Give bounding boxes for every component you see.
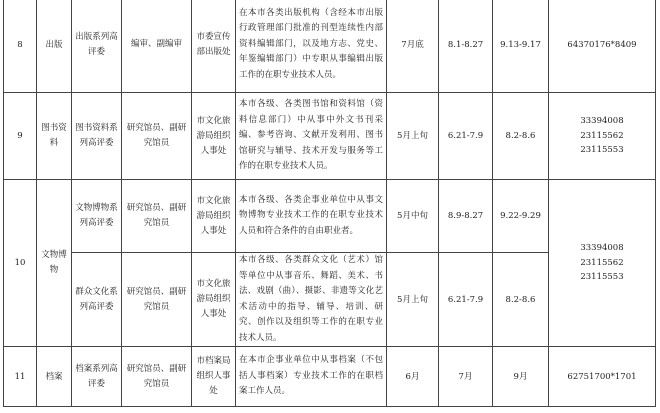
period2-cell: 9.22-9.29 (493, 180, 549, 253)
committee-cell: 出版系列高评委 (72, 0, 122, 93)
committee-cell: 群众文化系列高评委 (72, 253, 122, 347)
period2-cell: 8.2-8.6 (493, 253, 549, 347)
contact-phone: 23115553 (580, 145, 624, 156)
field-cell: 出版 (37, 0, 72, 93)
scope-cell: 在本市各类出版机构（含经本市出版行政管理部门批准的刊型连续性内部资料编辑部门，以及地方志、党史、年鉴编辑部门）中专职从事编辑出版工作的在职专业技术人员。 (236, 0, 387, 93)
scope-cell: 在本市企事业单位中从事档案（不包括人事档案）专业技术工作的在职档案工作人员。 (236, 347, 387, 407)
row-number: 10 (4, 180, 37, 347)
row-number: 9 (4, 93, 37, 180)
period1-cell: 8.1-8.27 (439, 0, 493, 93)
committee-cell: 文物博物系列高评委 (72, 180, 122, 253)
row-number: 11 (4, 347, 37, 407)
contact-cell (549, 180, 656, 347)
submit-time-cell: 5月中旬 (387, 180, 439, 253)
period1-cell: 8.9-8.27 (439, 180, 493, 253)
submit-time-cell: 7月底 (387, 0, 439, 93)
title-cell: 研究馆员、副研究馆员 (122, 180, 192, 253)
row-number: 8 (4, 0, 37, 93)
department-cell: 市文化旅游局组织人事处 (192, 93, 236, 180)
contact-phone: 23115562 (580, 130, 624, 141)
table-row (4, 180, 656, 253)
evaluation-schedule-table (3, 0, 656, 407)
scope-cell: 本市各级、各类群众文化（艺术）馆等单位中从事音乐、舞蹈、美术、书法、戏剧（曲）、摄影、非遗等文化艺术活动中的指导、辅导、培训、研究、创作以及组织等工作的在职专业技术人员。 (236, 253, 387, 347)
submit-time-cell: 5月上旬 (387, 93, 439, 180)
title-cell: 研究馆员、副研究馆员 (122, 93, 192, 180)
department-cell: 市档案局组织人事处 (192, 347, 236, 407)
period2-cell: 8.2-8.6 (493, 93, 549, 180)
period1-cell: 7月 (439, 347, 493, 407)
committee-cell: 图书资料系列高评委 (72, 93, 122, 180)
department-cell: 市文化旅游局组织人事处 (192, 253, 236, 347)
department-cell: 市文化旅游局组织人事处 (192, 180, 236, 253)
field-cell: 档案 (37, 347, 72, 407)
period1-cell: 6.21-7.9 (439, 253, 493, 347)
contact-phone: 33394008 (580, 116, 624, 127)
contact-phone: 23115562 (580, 257, 624, 268)
table-row (4, 347, 656, 407)
contact-cell: 62751700*1701 (549, 347, 656, 407)
contact-cell: 64370176*8409 (549, 0, 656, 93)
title-cell: 编审、副编审 (122, 0, 192, 93)
contact-cell (549, 93, 656, 180)
period2-cell: 9月 (493, 347, 549, 407)
period2-cell: 9.13-9.17 (493, 0, 549, 93)
title-cell: 研究馆员、副研究馆员 (122, 347, 192, 407)
field-cell: 文物博物 (37, 180, 72, 347)
contact-phone: 33394008 (580, 243, 624, 254)
title-cell: 研究馆员、副研究馆员 (122, 253, 192, 347)
table-row (4, 0, 656, 93)
table-row (4, 93, 656, 180)
submit-time-cell: 6月 (387, 347, 439, 407)
committee-cell: 档案系列高评委 (72, 347, 122, 407)
scope-cell: 本市各级、各类企事业单位中从事文物博物专业技术工作的在职专业技术人员和符合条件的自由职业者。 (236, 180, 387, 253)
submit-time-cell: 5月上旬 (387, 253, 439, 347)
contact-phone: 23115553 (580, 272, 624, 283)
field-cell: 图书资料 (37, 93, 72, 180)
period1-cell: 6.21-7.9 (439, 93, 493, 180)
scope-cell: 本市各级、各类图书馆和资料馆（资料信息部门）中从事中外文书刊采编、参考咨询、文献开发利用、图书馆研究与辅导、技术开发与服务等工作的在职专业技术人员。 (236, 93, 387, 180)
department-cell: 市委宣传部出版处 (192, 0, 236, 93)
